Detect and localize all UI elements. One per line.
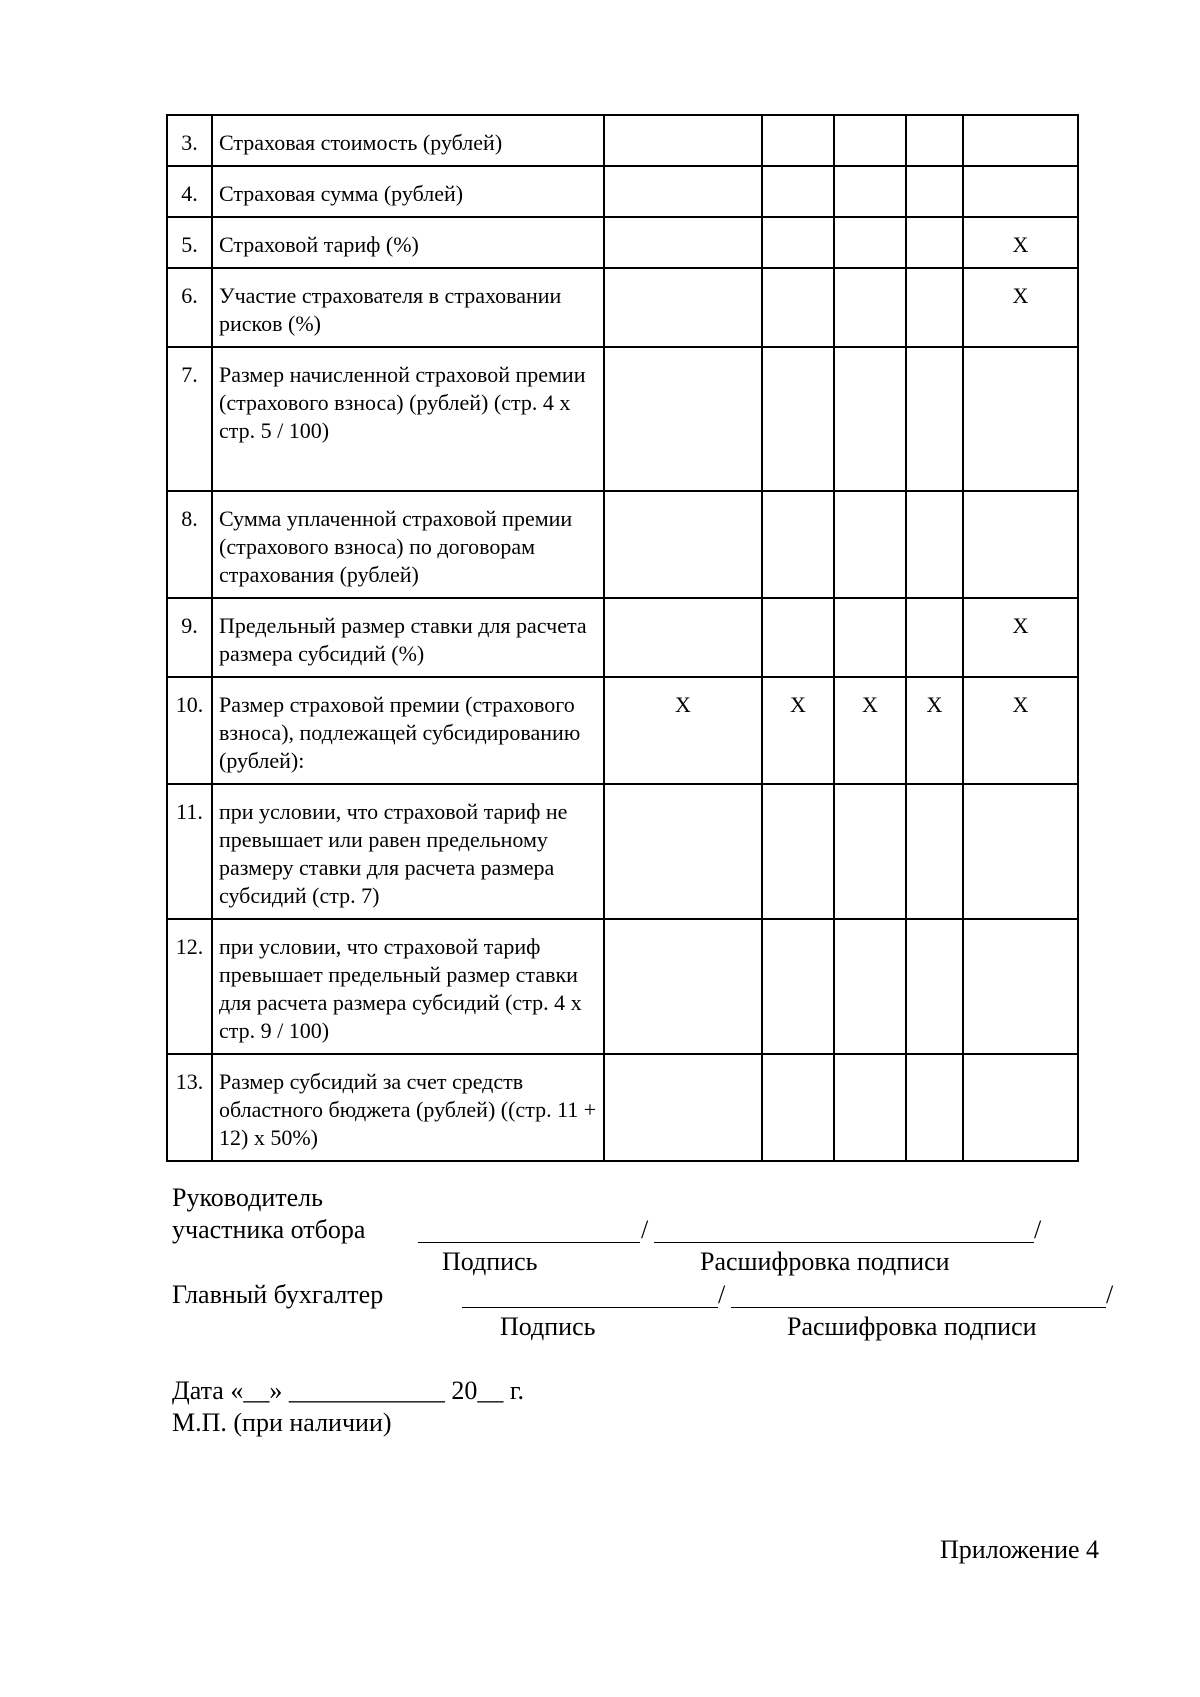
value-cell: X — [963, 677, 1078, 784]
table-row — [167, 784, 1078, 919]
value-cell — [834, 347, 906, 491]
value-cell — [762, 268, 834, 347]
row-number: 5. — [167, 217, 212, 268]
value-cell — [963, 491, 1078, 598]
value-cell — [604, 166, 762, 217]
accountant-signature-caption: Подпись — [500, 1312, 596, 1341]
appendix-label: Приложение 4 — [940, 1535, 1100, 1564]
accountant-decoding-caption: Расшифровка подписи — [787, 1312, 1037, 1341]
table-row — [167, 166, 1078, 217]
value-cell — [834, 598, 906, 677]
value-cell — [906, 347, 963, 491]
row-label: Предельный размер ставки для расчета размера субсидий (%) — [212, 598, 604, 677]
table-row — [167, 598, 1078, 677]
row-label: при условии, что страховой тариф не превышает или равен предельному размеру ставки для расчета размера субсидий (стр. 7) — [212, 784, 604, 919]
accountant-decoding-line — [731, 1307, 1106, 1308]
row-number: 3. — [167, 115, 212, 166]
value-cell — [834, 115, 906, 166]
value-cell — [834, 268, 906, 347]
row-label: при условии, что страховой тариф превышает предельный размер ставки для расчета размера субсидий (стр. 4 х стр. 9 / 100) — [212, 919, 604, 1054]
row-number: 4. — [167, 166, 212, 217]
value-cell — [906, 784, 963, 919]
value-cell — [604, 598, 762, 677]
accountant-signature-line — [462, 1307, 718, 1308]
value-cell — [834, 784, 906, 919]
value-cell — [834, 217, 906, 268]
row-number: 10. — [167, 677, 212, 784]
value-cell — [762, 347, 834, 491]
value-cell — [604, 347, 762, 491]
table-row — [167, 115, 1078, 166]
table-row — [167, 919, 1078, 1054]
stamp-note: М.П. (при наличии) — [172, 1408, 392, 1437]
row-number: 6. — [167, 268, 212, 347]
value-cell — [963, 347, 1078, 491]
value-cell: X — [963, 598, 1078, 677]
value-cell — [963, 919, 1078, 1054]
value-cell: X — [762, 677, 834, 784]
row-label: Размер начисленной страховой премии (страхового взноса) (рублей) (стр. 4 х стр. 5 / 100) — [212, 347, 604, 491]
value-cell — [604, 1054, 762, 1161]
value-cell — [963, 1054, 1078, 1161]
row-label: Страховой тариф (%) — [212, 217, 604, 268]
value-cell — [762, 598, 834, 677]
value-cell — [906, 1054, 963, 1161]
row-label: Страховая стоимость (рублей) — [212, 115, 604, 166]
table-row — [167, 491, 1078, 598]
value-cell — [762, 1054, 834, 1161]
value-cell: X — [604, 677, 762, 784]
value-cell — [963, 115, 1078, 166]
row-number: 12. — [167, 919, 212, 1054]
value-cell — [906, 115, 963, 166]
head-label-line1: Руководитель — [172, 1183, 323, 1212]
value-cell — [834, 1054, 906, 1161]
head-decoding-line — [654, 1242, 1034, 1243]
row-number: 7. — [167, 347, 212, 491]
value-cell — [963, 166, 1078, 217]
value-cell — [963, 784, 1078, 919]
row-label: Страховая сумма (рублей) — [212, 166, 604, 217]
subsidy-calculation-table — [166, 114, 1079, 1162]
row-number: 8. — [167, 491, 212, 598]
table-row — [167, 1054, 1078, 1161]
value-cell — [834, 491, 906, 598]
row-label: Размер субсидий за счет средств областного бюджета (рублей) ((стр. 11 + 12) х 50%) — [212, 1054, 604, 1161]
value-cell — [604, 115, 762, 166]
value-cell — [762, 115, 834, 166]
head-decoding-caption: Расшифровка подписи — [700, 1247, 950, 1276]
accountant-label: Главный бухгалтер — [172, 1280, 384, 1309]
table-row — [167, 268, 1078, 347]
value-cell — [762, 919, 834, 1054]
row-label: Сумма уплаченной страховой премии (страхового взноса) по договорам страхования (рублей) — [212, 491, 604, 598]
head-signature-caption: Подпись — [442, 1247, 538, 1276]
value-cell — [762, 166, 834, 217]
value-cell — [604, 784, 762, 919]
head-label-line2: участника отбора — [172, 1215, 366, 1244]
value-cell — [906, 268, 963, 347]
row-number: 9. — [167, 598, 212, 677]
row-number: 13. — [167, 1054, 212, 1161]
value-cell: X — [963, 268, 1078, 347]
value-cell — [604, 217, 762, 268]
date-line: Дата «__» ____________ 20__ г. — [172, 1376, 525, 1405]
value-cell — [762, 784, 834, 919]
value-cell — [762, 491, 834, 598]
row-number: 11. — [167, 784, 212, 919]
value-cell: X — [906, 677, 963, 784]
value-cell: X — [834, 677, 906, 784]
value-cell — [762, 217, 834, 268]
head-slash-1: / — [641, 1215, 649, 1244]
accountant-slash-1: / — [718, 1280, 726, 1309]
value-cell — [604, 268, 762, 347]
value-cell — [906, 217, 963, 268]
row-label: Участие страхователя в страховании рисков (%) — [212, 268, 604, 347]
value-cell — [834, 919, 906, 1054]
value-cell — [604, 491, 762, 598]
value-cell — [834, 166, 906, 217]
value-cell — [906, 598, 963, 677]
table-row — [167, 217, 1078, 268]
value-cell — [604, 919, 762, 1054]
head-signature-line — [418, 1242, 640, 1243]
value-cell — [906, 166, 963, 217]
value-cell: X — [963, 217, 1078, 268]
value-cell — [906, 491, 963, 598]
head-slash-2: / — [1034, 1215, 1042, 1244]
accountant-slash-2: / — [1106, 1280, 1114, 1309]
table-row — [167, 677, 1078, 784]
row-label: Размер страховой премии (страхового взноса), подлежащей субсидированию (рублей): — [212, 677, 604, 784]
value-cell — [906, 919, 963, 1054]
table-row — [167, 347, 1078, 491]
